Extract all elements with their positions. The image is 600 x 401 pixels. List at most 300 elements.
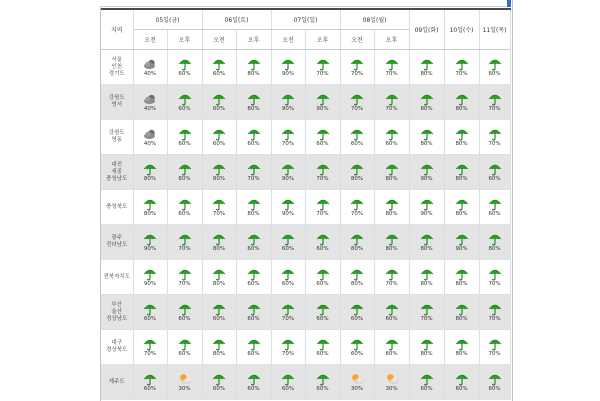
forecast-cell (133, 50, 167, 85)
forecast-cell (305, 260, 340, 295)
umbrella-icon (168, 127, 202, 141)
umbrella-icon (306, 162, 340, 176)
umbrella-icon (237, 337, 271, 351)
sun-cloud-icon (168, 372, 202, 386)
umbrella-icon (306, 197, 340, 211)
forecast-cell (236, 50, 271, 85)
region-name-line: 영서 (111, 102, 123, 108)
forecast-cell (167, 365, 202, 400)
forecast-cell (202, 260, 236, 295)
umbrella-icon (341, 337, 374, 351)
rain-probability: 80% (420, 280, 433, 287)
scroll-handle[interactable] (507, 0, 511, 7)
rain-probability: 60% (178, 350, 191, 357)
rain-probability: 60% (178, 105, 191, 112)
forecast-cell (340, 295, 374, 330)
rain-probability: 90% (316, 105, 329, 112)
rain-probability: 70% (488, 350, 501, 357)
forecast-cell (271, 85, 305, 120)
umbrella-icon (237, 57, 271, 71)
table-row (101, 85, 510, 120)
umbrella-icon (341, 267, 374, 281)
forecast-cell (374, 225, 409, 260)
forecast-cell (340, 85, 374, 120)
forecast-cell (167, 225, 202, 260)
date-header: 08일(월) (340, 9, 409, 30)
forecast-cell (374, 330, 409, 365)
region-cell (101, 155, 133, 190)
rain-probability: 80% (247, 210, 260, 217)
rain-probability: 80% (247, 105, 260, 112)
rain-probability: 60% (455, 385, 468, 392)
rain-probability: 60% (212, 105, 226, 112)
forecast-cell (202, 365, 236, 400)
rain-probability: 70% (316, 210, 329, 217)
rain-probability: 70% (178, 280, 191, 287)
date-header: 10일(수) (444, 9, 479, 50)
rain-probability: 60% (281, 280, 295, 287)
rain-probability: 80% (350, 175, 364, 182)
panel-top-bar (100, 0, 511, 7)
rain-probability: 70% (350, 210, 364, 217)
table-row (101, 225, 510, 260)
forecast-cell (444, 260, 479, 295)
umbrella-icon (480, 267, 510, 281)
rain-probability: 70% (281, 315, 295, 322)
umbrella-icon (341, 232, 374, 246)
table-row (101, 295, 510, 330)
umbrella-icon (134, 372, 167, 386)
rain-probability: 70% (488, 140, 501, 147)
rain-probability: 60% (178, 140, 191, 147)
rain-probability: 80% (420, 70, 433, 77)
umbrella-icon (445, 197, 479, 211)
umbrella-icon (480, 197, 510, 211)
forecast-cell (133, 365, 167, 400)
umbrella-icon (272, 232, 305, 246)
rain-probability: 30% (350, 385, 364, 392)
umbrella-icon (168, 232, 202, 246)
forecast-cell (236, 190, 271, 225)
umbrella-icon (134, 302, 167, 316)
forecast-cell (444, 330, 479, 365)
region-cell (101, 260, 133, 295)
umbrella-icon (480, 127, 510, 141)
pm-header: 오후 (236, 30, 271, 50)
rain-probability: 60% (143, 315, 157, 322)
umbrella-icon (134, 232, 167, 246)
forecast-cell (133, 295, 167, 330)
rain-probability: 60% (212, 385, 226, 392)
forecast-cell (409, 50, 444, 85)
am-header: 오전 (340, 30, 374, 50)
rain-probability: 60% (420, 385, 433, 392)
umbrella-icon (168, 267, 202, 281)
rain-probability: 90% (281, 70, 295, 77)
forecast-cell (340, 120, 374, 155)
rain-probability: 60% (316, 350, 329, 357)
rain-probability: 90% (281, 210, 295, 217)
forecast-cell (202, 225, 236, 260)
forecast-cell (202, 190, 236, 225)
table-row (101, 155, 510, 190)
umbrella-icon (445, 162, 479, 176)
forecast-cell (271, 120, 305, 155)
umbrella-icon (375, 302, 409, 316)
umbrella-icon (410, 232, 444, 246)
rain-probability: 60% (247, 280, 260, 287)
forecast-cell (409, 260, 444, 295)
rain-probability: 40% (143, 105, 157, 112)
forecast-cell (444, 120, 479, 155)
umbrella-icon (306, 337, 340, 351)
umbrella-icon (445, 92, 479, 106)
umbrella-icon (375, 92, 409, 106)
rain-probability: 60% (247, 315, 260, 322)
region-name-line: 강원도 (108, 95, 125, 101)
umbrella-icon (410, 92, 444, 106)
umbrella-icon (410, 267, 444, 281)
umbrella-icon (410, 162, 444, 176)
rain-probability: 80% (178, 175, 191, 182)
rain-probability: 60% (385, 350, 398, 357)
forecast-cell (133, 190, 167, 225)
rain-probability: 80% (455, 280, 468, 287)
forecast-cell (202, 50, 236, 85)
forecast-cell (271, 50, 305, 85)
umbrella-icon (168, 302, 202, 316)
region-name-line: 광주 (111, 235, 123, 241)
region-cell (101, 295, 133, 330)
umbrella-icon (306, 57, 340, 71)
rain-probability: 60% (247, 140, 260, 147)
rain-probability: 80% (385, 245, 398, 252)
rain-probability: 70% (178, 245, 191, 252)
forecast-cell (444, 50, 479, 85)
rain-probability: 60% (212, 70, 226, 77)
forecast-cell (444, 365, 479, 400)
umbrella-icon (272, 337, 305, 351)
umbrella-icon (445, 337, 479, 351)
umbrella-icon (410, 57, 444, 71)
rain-probability: 80% (455, 175, 468, 182)
forecast-cell (236, 330, 271, 365)
forecast-cell (167, 260, 202, 295)
rain-probability: 80% (350, 280, 364, 287)
region-name-line: 인천 (111, 63, 123, 70)
forecast-cell (479, 50, 510, 85)
umbrella-icon (237, 197, 271, 211)
umbrella-icon (375, 127, 409, 141)
rain-probability: 70% (385, 70, 398, 77)
umbrella-icon (237, 267, 271, 281)
region-cell (101, 120, 133, 155)
rain-probability: 60% (178, 70, 191, 77)
pm-header: 오후 (167, 30, 202, 50)
region-name-line: 경기도 (108, 70, 125, 77)
umbrella-icon (480, 57, 510, 71)
forecast-cell (236, 85, 271, 120)
umbrella-icon (375, 337, 409, 351)
region-name-line: 부산 (111, 301, 123, 308)
forecast-cell (374, 155, 409, 190)
rain-probability: 70% (281, 350, 295, 357)
rain-probability: 80% (143, 175, 157, 182)
rain-probability: 60% (247, 385, 260, 392)
umbrella-icon (203, 57, 236, 71)
rain-probability: 90% (281, 105, 295, 112)
forecast-cell (133, 225, 167, 260)
forecast-cell (167, 120, 202, 155)
rain-probability: 60% (316, 385, 329, 392)
umbrella-icon (203, 267, 236, 281)
umbrella-icon (445, 232, 479, 246)
rain-probability: 40% (143, 140, 157, 147)
umbrella-icon (272, 372, 305, 386)
rain-probability: 60% (316, 245, 329, 252)
rain-probability: 60% (281, 245, 295, 252)
forecast-cell (202, 120, 236, 155)
forecast-cell (479, 330, 510, 365)
rain-probability: 70% (488, 315, 501, 322)
forecast-cell (340, 365, 374, 400)
rain-probability: 60% (488, 385, 501, 392)
umbrella-icon (341, 57, 374, 71)
umbrella-icon (237, 302, 271, 316)
forecast-cell (409, 155, 444, 190)
umbrella-icon (480, 337, 510, 351)
forecast-cell (167, 50, 202, 85)
umbrella-icon (237, 162, 271, 176)
umbrella-icon (375, 267, 409, 281)
umbrella-icon (203, 127, 236, 141)
rain-probability: 80% (455, 210, 468, 217)
forecast-cell (133, 260, 167, 295)
region-name-line: 대전 (111, 161, 123, 168)
umbrella-icon (480, 302, 510, 316)
forecast-cell (271, 225, 305, 260)
umbrella-icon (410, 372, 444, 386)
region-cell (101, 330, 133, 365)
forecast-cell (133, 155, 167, 190)
forecast-cell (409, 365, 444, 400)
umbrella-icon (237, 232, 271, 246)
rain-probability: 40% (143, 70, 157, 77)
rain-probability: 60% (488, 175, 501, 182)
forecast-cell (167, 295, 202, 330)
region-name-line: 울산 (111, 308, 123, 315)
forecast-cell (340, 155, 374, 190)
umbrella-icon (306, 302, 340, 316)
forecast-cell (340, 225, 374, 260)
rain-probability: 60% (143, 385, 157, 392)
region-name-line: 영동 (111, 137, 123, 143)
region-name-line: 전북자치도 (103, 273, 131, 280)
forecast-cell (374, 260, 409, 295)
region-header: 지역 (101, 9, 133, 50)
region-name-line: 전라남도 (106, 242, 128, 248)
rain-probability: 60% (488, 210, 501, 217)
umbrella-icon (341, 197, 374, 211)
forecast-cell (236, 365, 271, 400)
rain-probability: 90% (143, 245, 157, 252)
umbrella-icon (134, 267, 167, 281)
forecast-cell (271, 365, 305, 400)
rain-probability: 70% (281, 140, 295, 147)
forecast-cell (409, 120, 444, 155)
date-header: 06일(토) (202, 9, 271, 30)
forecast-cell (409, 295, 444, 330)
umbrella-icon (203, 337, 236, 351)
umbrella-icon (237, 127, 271, 141)
forecast-cell (340, 260, 374, 295)
rain-probability: 80% (455, 105, 468, 112)
umbrella-icon (445, 57, 479, 71)
umbrella-icon (272, 162, 305, 176)
rain-probability: 70% (143, 350, 157, 357)
forecast-cell (479, 120, 510, 155)
am-header: 오전 (133, 30, 167, 50)
rain-probability: 80% (420, 350, 433, 357)
umbrella-icon (272, 127, 305, 141)
umbrella-icon (480, 162, 510, 176)
rain-probability: 70% (488, 105, 501, 112)
rain-probability: 80% (420, 105, 433, 112)
region-name-line: 강원도 (108, 130, 125, 136)
rain-probability: 60% (178, 210, 191, 217)
forecast-cell (133, 120, 167, 155)
forecast-cell (236, 295, 271, 330)
rain-probability: 60% (247, 245, 260, 252)
rain-probability: 70% (350, 105, 364, 112)
umbrella-icon (375, 57, 409, 71)
rain-probability: 60% (316, 315, 329, 322)
rain-probability-table (101, 8, 511, 400)
rain-probability: 60% (247, 350, 260, 357)
rain-probability: 70% (316, 175, 329, 182)
umbrella-icon (306, 232, 340, 246)
forecast-cell (305, 190, 340, 225)
rain-probability: 70% (420, 315, 433, 322)
cloud-icon (134, 127, 167, 141)
umbrella-icon (203, 232, 236, 246)
rain-probability: 80% (350, 245, 364, 252)
forecast-cell (167, 155, 202, 190)
forecast-cell (479, 260, 510, 295)
rain-probability: 80% (212, 280, 226, 287)
umbrella-icon (410, 337, 444, 351)
umbrella-icon (306, 127, 340, 141)
rain-probability: 70% (316, 70, 329, 77)
umbrella-icon (168, 57, 202, 71)
rain-probability: 80% (143, 210, 157, 217)
umbrella-icon (480, 232, 510, 246)
date-header: 11일(목) (479, 9, 510, 50)
forecast-cell (305, 225, 340, 260)
am-header: 오전 (271, 30, 305, 50)
forecast-cell (444, 295, 479, 330)
umbrella-icon (341, 127, 374, 141)
rain-probability: 70% (212, 210, 226, 217)
umbrella-icon (375, 197, 409, 211)
forecast-cell (479, 365, 510, 400)
rain-probability: 60% (350, 350, 364, 357)
region-cell (101, 225, 133, 260)
forecast-cell (167, 85, 202, 120)
forecast-cell (305, 155, 340, 190)
rain-probability: 60% (350, 315, 364, 322)
region-name-line: 대구 (111, 340, 123, 346)
forecast-cell (444, 190, 479, 225)
umbrella-icon (203, 162, 236, 176)
forecast-cell (444, 225, 479, 260)
forecast-cell (444, 85, 479, 120)
am-header: 오전 (202, 30, 236, 50)
forecast-cell (305, 295, 340, 330)
forecast-cell (479, 295, 510, 330)
forecast-cell (236, 225, 271, 260)
region-name-line: 충청남도 (106, 175, 128, 182)
date-header: 07일(일) (271, 9, 340, 30)
sun-cloud-icon (341, 372, 374, 386)
forecast-rows (101, 50, 510, 400)
forecast-cell (202, 330, 236, 365)
umbrella-icon (375, 232, 409, 246)
forecast-cell (340, 50, 374, 85)
rain-probability: 60% (178, 315, 191, 322)
rain-probability: 60% (385, 140, 398, 147)
rain-probability: 80% (385, 175, 398, 182)
table-row (101, 330, 510, 365)
rain-probability: 80% (455, 315, 468, 322)
forecast-cell (374, 120, 409, 155)
rain-probability: 80% (247, 70, 260, 77)
rain-probability: 60% (350, 140, 364, 147)
umbrella-icon (134, 162, 167, 176)
umbrella-icon (480, 372, 510, 386)
umbrella-icon (341, 302, 374, 316)
rain-probability: 80% (212, 245, 226, 252)
umbrella-icon (237, 372, 271, 386)
umbrella-icon (272, 57, 305, 71)
umbrella-icon (203, 302, 236, 316)
date-header: 09일(화) (409, 9, 444, 50)
umbrella-icon (134, 337, 167, 351)
forecast-cell (409, 330, 444, 365)
rain-probability: 90% (420, 175, 433, 182)
rain-probability: 80% (488, 245, 501, 252)
region-cell (101, 365, 133, 400)
cloud-icon (134, 57, 167, 71)
forecast-cell (409, 225, 444, 260)
date-header-row (101, 9, 510, 30)
rain-probability: 70% (247, 175, 260, 182)
forecast-cell (202, 295, 236, 330)
forecast-cell (374, 50, 409, 85)
umbrella-icon (341, 162, 374, 176)
umbrella-icon (480, 92, 510, 106)
umbrella-icon (272, 92, 305, 106)
forecast-cell (167, 330, 202, 365)
rain-probability: 30% (385, 385, 398, 392)
umbrella-icon (168, 337, 202, 351)
rain-probability: 80% (455, 140, 468, 147)
umbrella-icon (445, 302, 479, 316)
pm-header: 오후 (305, 30, 340, 50)
forecast-cell (133, 85, 167, 120)
umbrella-icon (445, 372, 479, 386)
rain-probability: 60% (212, 315, 226, 322)
